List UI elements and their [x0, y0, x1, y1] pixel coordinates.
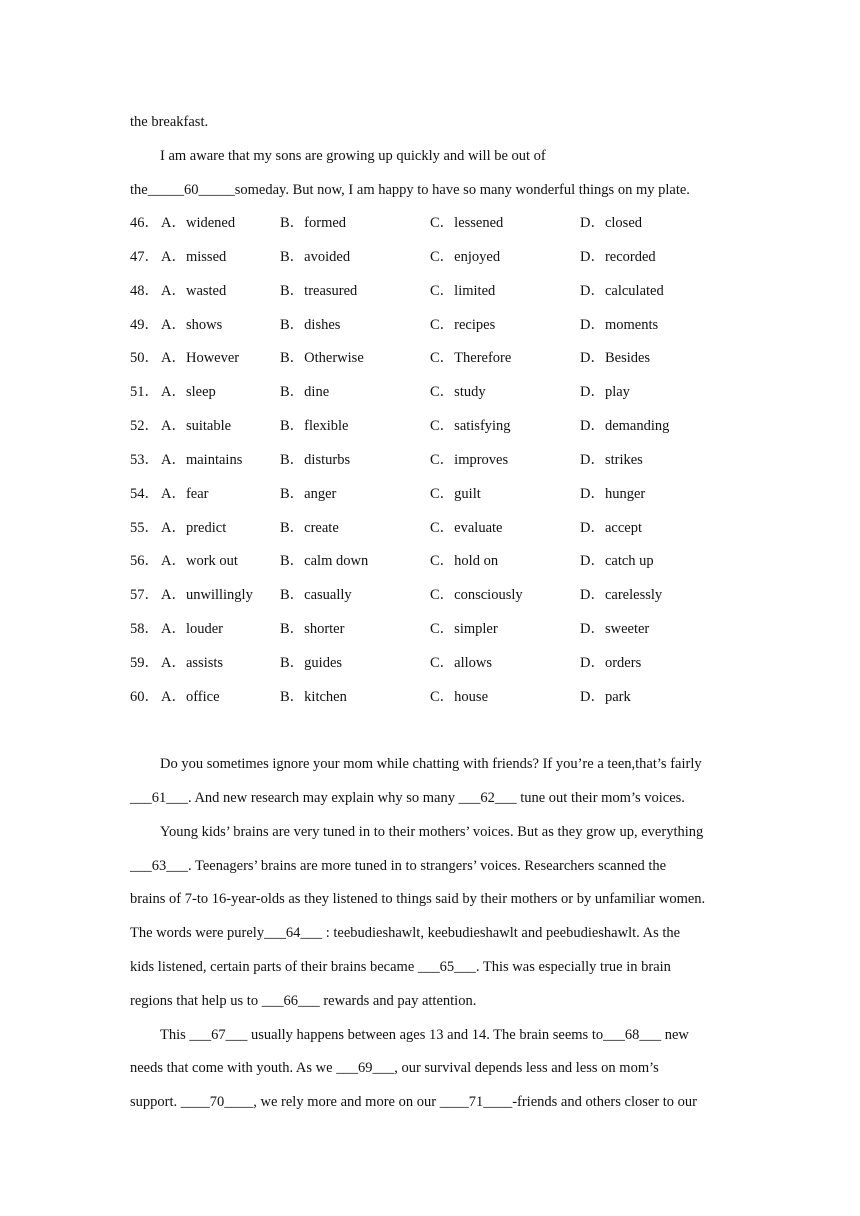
option-c: C．consciously	[430, 587, 523, 603]
passage-text-line	[130, 789, 685, 807]
option-d: D．calculated	[580, 283, 664, 299]
option-d: D．accept	[580, 520, 642, 536]
text-run: tune out their mom’s voices.	[516, 790, 685, 806]
question-row	[130, 586, 750, 604]
question-row	[130, 688, 750, 706]
option-a: A．office	[161, 689, 220, 705]
question-row	[130, 282, 750, 300]
blank-67: ___67___	[189, 1027, 248, 1043]
option-b: B．dishes	[280, 317, 341, 333]
question-row	[130, 383, 750, 401]
option-d: D．demanding	[580, 418, 670, 434]
question-row	[130, 248, 750, 266]
option-b: B．dine	[280, 384, 330, 400]
text-run: support.	[130, 1094, 181, 1110]
option-b: B．calm down	[280, 553, 369, 569]
text-run: new	[661, 1027, 689, 1043]
passage-text-line	[130, 857, 666, 875]
option-d: D．orders	[580, 655, 642, 671]
question-row	[130, 654, 750, 672]
question-number: 54．	[130, 486, 159, 502]
passage-text-line	[130, 924, 680, 942]
passage-text-line	[130, 958, 671, 976]
option-b: B．flexible	[280, 418, 349, 434]
question-row	[130, 552, 750, 570]
blank-68: ___68___	[603, 1027, 662, 1043]
passage-text-line	[160, 147, 546, 165]
option-c: C．study	[430, 384, 486, 400]
passage-text-line	[130, 113, 208, 131]
option-b: B．create	[280, 520, 339, 536]
question-number: 55．	[130, 520, 159, 536]
passage-text-line	[130, 1059, 659, 1077]
option-c: C．enjoyed	[430, 249, 501, 265]
blank-70: ____70____	[180, 1094, 254, 1110]
question-number: 51．	[130, 384, 159, 400]
question-number: 47．	[130, 249, 159, 265]
question-number: 56．	[130, 553, 159, 569]
text-run: kids listened, certain parts of their brains became	[130, 959, 418, 975]
text-run: the breakfast.	[130, 114, 209, 130]
option-d: D．recorded	[580, 249, 656, 265]
question-row	[130, 214, 750, 232]
text-run: , we rely more and more on our	[253, 1094, 440, 1110]
question-number: 57．	[130, 587, 159, 603]
question-number: 60．	[130, 689, 159, 705]
option-c: C．house	[430, 689, 488, 705]
option-b: B．casually	[280, 587, 352, 603]
text-run: rewards and pay attention.	[319, 993, 477, 1009]
option-d: D．closed	[580, 215, 643, 231]
question-number: 58．	[130, 621, 159, 637]
text-run: , our survival depends less and less on mom’s	[394, 1060, 659, 1076]
text-run: Do you sometimes ignore your mom while chatting with friends? If you’re a teen,that’s fairly	[160, 756, 702, 772]
blank-66: ___66___	[261, 993, 320, 1009]
question-row	[130, 316, 750, 334]
blank-63: ___63___	[130, 858, 188, 874]
option-c: C．satisfying	[430, 418, 511, 434]
option-c: C．Therefore	[430, 350, 512, 366]
option-a: A．work out	[161, 553, 238, 569]
option-c: C．lessened	[430, 215, 504, 231]
text-run: someday. But now, I am happy to have so many wonderful things on my plate.	[234, 182, 690, 198]
blank-61: ___61___	[130, 790, 188, 806]
option-b: B．formed	[280, 215, 347, 231]
question-row	[130, 349, 750, 367]
text-run: -friends and others closer to our	[512, 1094, 698, 1110]
text-run: usually happens between ages 13 and 14. The brain seems to	[247, 1027, 604, 1043]
question-number: 50．	[130, 350, 159, 366]
option-b: B．shorter	[280, 621, 345, 637]
option-a: A．wasted	[161, 283, 227, 299]
question-row	[130, 519, 750, 537]
option-b: B．anger	[280, 486, 337, 502]
option-a: A．predict	[161, 520, 227, 536]
blank-65: ___65___	[417, 959, 476, 975]
question-number: 53．	[130, 452, 159, 468]
text-run: needs that come with youth. As we	[130, 1060, 337, 1076]
option-d: D．park	[580, 689, 631, 705]
question-row	[130, 417, 750, 435]
blank-71: ____71____	[439, 1094, 513, 1110]
question-row	[130, 451, 750, 469]
option-b: B．kitchen	[280, 689, 347, 705]
option-a: A．missed	[161, 249, 227, 265]
question-number: 48．	[130, 283, 159, 299]
option-c: C．recipes	[430, 317, 496, 333]
option-c: C．guilt	[430, 486, 481, 502]
option-a: A．sleep	[161, 384, 216, 400]
option-a: A．unwillingly	[161, 587, 253, 603]
option-b: B．avoided	[280, 249, 351, 265]
passage-text-line	[160, 823, 703, 841]
option-b: B．Otherwise	[280, 350, 364, 366]
option-c: C．allows	[430, 655, 493, 671]
option-d: D．carelessly	[580, 587, 663, 603]
option-d: D．hunger	[580, 486, 646, 502]
option-d: D．play	[580, 384, 630, 400]
text-run: regions that help us to	[130, 993, 262, 1009]
question-row	[130, 485, 750, 503]
option-d: D．strikes	[580, 452, 643, 468]
passage-text-line	[130, 181, 690, 199]
option-d: D．moments	[580, 317, 659, 333]
option-a: A．louder	[161, 621, 224, 637]
option-a: A．assists	[161, 655, 224, 671]
question-number: 52．	[130, 418, 159, 434]
option-a: A．widened	[161, 215, 236, 231]
option-a: A．shows	[161, 317, 223, 333]
passage-text-line	[130, 890, 705, 908]
passage-text-line	[130, 992, 476, 1010]
option-a: A．However	[161, 350, 240, 366]
blank-62: ___62___	[458, 790, 517, 806]
passage-text-line	[160, 1026, 689, 1044]
text-run: Young kids’ brains are very tuned in to their mothers’ voices. But as they grow up, everything	[160, 824, 704, 840]
option-c: C．evaluate	[430, 520, 503, 536]
text-run: . Teenagers’ brains are more tuned in to strangers’ voices. Researchers scanned the	[188, 858, 667, 874]
text-run: the	[130, 182, 148, 198]
option-d: D．Besides	[580, 350, 651, 366]
option-b: B．treasured	[280, 283, 358, 299]
text-run: . This was especially true in brain	[475, 959, 671, 975]
option-b: B．disturbs	[280, 452, 351, 468]
option-a: A．maintains	[161, 452, 243, 468]
blank-60: _____60_____	[147, 182, 235, 198]
text-run: . And new research may explain why so many	[188, 790, 459, 806]
option-c: C．limited	[430, 283, 496, 299]
passage-text-line	[160, 755, 702, 773]
blank-64: ___64___	[264, 925, 323, 941]
blank-69: ___69___	[336, 1060, 395, 1076]
question-row	[130, 620, 750, 638]
option-c: C．simpler	[430, 621, 498, 637]
text-run: I am aware that my sons are growing up quickly and will be out of	[160, 148, 546, 164]
text-run: brains of 7-to 16-year-olds as they listened to things said by their mothers or by unfamiliar women.	[130, 891, 706, 907]
option-c: C．improves	[430, 452, 509, 468]
question-number: 59．	[130, 655, 159, 671]
option-c: C．hold on	[430, 553, 499, 569]
question-number: 46．	[130, 215, 159, 231]
option-a: A．fear	[161, 486, 209, 502]
question-number: 49．	[130, 317, 159, 333]
option-d: D．catch up	[580, 553, 654, 569]
passage-text-line	[130, 1093, 697, 1111]
text-run: This	[160, 1027, 190, 1043]
text-run: The words were purely	[130, 925, 265, 941]
option-a: A．suitable	[161, 418, 232, 434]
text-run: : teebudieshawlt, keebudieshawlt and peebudieshawlt. As the	[322, 925, 681, 941]
option-b: B．guides	[280, 655, 343, 671]
option-d: D．sweeter	[580, 621, 650, 637]
